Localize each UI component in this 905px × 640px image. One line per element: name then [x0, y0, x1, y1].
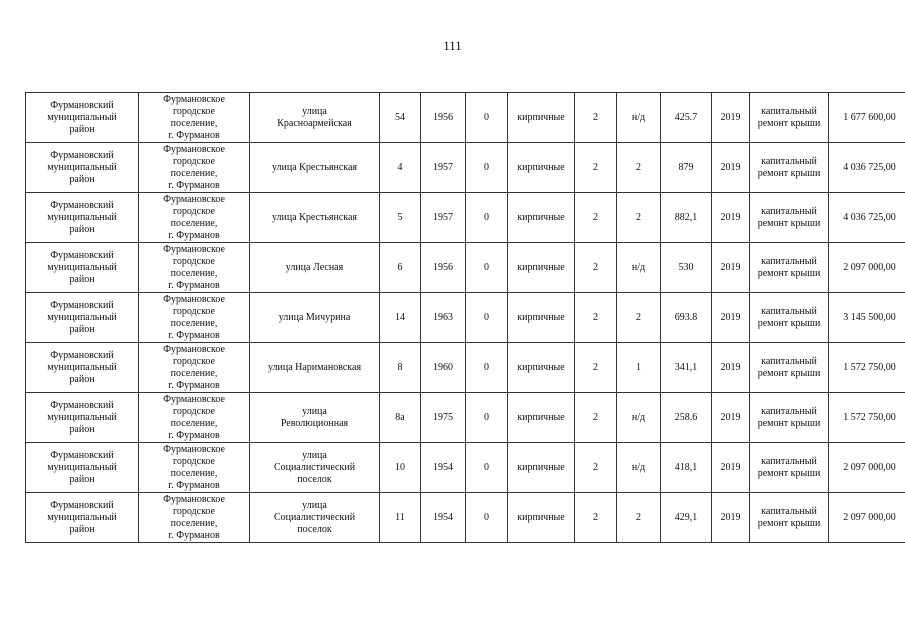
street-cell: улица Крестьянская	[250, 143, 380, 193]
street-cell: улица Революционная	[250, 393, 380, 443]
column-9-cell: 2	[617, 193, 661, 243]
plan-year-cell: 2019	[712, 493, 750, 543]
street-cell: улица Социалистический поселок	[250, 493, 380, 543]
cost-cell: 1 572 750,00	[829, 393, 905, 443]
house-number-cell: 5	[380, 193, 421, 243]
floors-cell: 2	[575, 193, 617, 243]
plan-year-cell: 2019	[712, 143, 750, 193]
table-body	[26, 93, 905, 543]
table-row	[26, 493, 905, 543]
column-6-cell: 0	[466, 393, 508, 443]
cost-cell: 2 097 000,00	[829, 243, 905, 293]
area-cell: 693.8	[661, 293, 712, 343]
house-number-cell: 8а	[380, 393, 421, 443]
column-6-cell: 0	[466, 243, 508, 293]
floors-cell: 2	[575, 143, 617, 193]
wall-material-cell: кирпичные	[508, 193, 575, 243]
wall-material-cell: кирпичные	[508, 143, 575, 193]
work-type-cell: капитальный ремонт крыши	[750, 493, 829, 543]
plan-year-cell: 2019	[712, 193, 750, 243]
district-cell: Фурмановский муниципальный район	[26, 443, 139, 493]
table-row	[26, 243, 905, 293]
table-row	[26, 193, 905, 243]
plan-year-cell: 2019	[712, 343, 750, 393]
column-6-cell: 0	[466, 493, 508, 543]
plan-year-cell: 2019	[712, 93, 750, 143]
settlement-cell: Фурмановское городское поселение, г. Фурманов	[139, 493, 250, 543]
column-9-cell: 2	[617, 293, 661, 343]
column-9-cell: н/д	[617, 93, 661, 143]
work-type-cell: капитальный ремонт крыши	[750, 243, 829, 293]
column-6-cell: 0	[466, 143, 508, 193]
column-6-cell: 0	[466, 193, 508, 243]
column-6-cell: 0	[466, 343, 508, 393]
column-6-cell: 0	[466, 443, 508, 493]
district-cell: Фурмановский муниципальный район	[26, 343, 139, 393]
district-cell: Фурмановский муниципальный район	[26, 93, 139, 143]
house-number-cell: 8	[380, 343, 421, 393]
house-number-cell: 4	[380, 143, 421, 193]
floors-cell: 2	[575, 343, 617, 393]
build-year-cell: 1956	[421, 243, 466, 293]
house-number-cell: 54	[380, 93, 421, 143]
district-cell: Фурмановский муниципальный район	[26, 293, 139, 343]
column-9-cell: 1	[617, 343, 661, 393]
column-9-cell: н/д	[617, 243, 661, 293]
wall-material-cell: кирпичные	[508, 393, 575, 443]
plan-year-cell: 2019	[712, 443, 750, 493]
area-cell: 879	[661, 143, 712, 193]
settlement-cell: Фурмановское городское поселение, г. Фурманов	[139, 343, 250, 393]
cost-cell: 2 097 000,00	[829, 443, 905, 493]
wall-material-cell: кирпичные	[508, 93, 575, 143]
work-type-cell: капитальный ремонт крыши	[750, 193, 829, 243]
floors-cell: 2	[575, 243, 617, 293]
house-number-cell: 10	[380, 443, 421, 493]
wall-material-cell: кирпичные	[508, 343, 575, 393]
area-cell: 258.6	[661, 393, 712, 443]
work-type-cell: капитальный ремонт крыши	[750, 293, 829, 343]
area-cell: 429,1	[661, 493, 712, 543]
wall-material-cell: кирпичные	[508, 243, 575, 293]
house-number-cell: 11	[380, 493, 421, 543]
column-9-cell: н/д	[617, 393, 661, 443]
floors-cell: 2	[575, 293, 617, 343]
cost-cell: 1 677 600,00	[829, 93, 905, 143]
wall-material-cell: кирпичные	[508, 293, 575, 343]
wall-material-cell: кирпичные	[508, 443, 575, 493]
settlement-cell: Фурмановское городское поселение, г. Фурманов	[139, 443, 250, 493]
work-type-cell: капитальный ремонт крыши	[750, 443, 829, 493]
wall-material-cell: кирпичные	[508, 493, 575, 543]
housing-repair-table	[25, 92, 905, 543]
build-year-cell: 1954	[421, 493, 466, 543]
cost-cell: 4 036 725,00	[829, 193, 905, 243]
floors-cell: 2	[575, 443, 617, 493]
street-cell: улица Лесная	[250, 243, 380, 293]
table-row	[26, 143, 905, 193]
cost-cell: 1 572 750,00	[829, 343, 905, 393]
settlement-cell: Фурмановское городское поселение, г. Фурманов	[139, 93, 250, 143]
build-year-cell: 1975	[421, 393, 466, 443]
settlement-cell: Фурмановское городское поселение, г. Фурманов	[139, 243, 250, 293]
plan-year-cell: 2019	[712, 393, 750, 443]
work-type-cell: капитальный ремонт крыши	[750, 343, 829, 393]
column-9-cell: 2	[617, 493, 661, 543]
page-number: 111	[443, 38, 462, 53]
column-9-cell: 2	[617, 143, 661, 193]
cost-cell: 3 145 500,00	[829, 293, 905, 343]
district-cell: Фурмановский муниципальный район	[26, 243, 139, 293]
street-cell: улица Крестьянская	[250, 193, 380, 243]
district-cell: Фурмановский муниципальный район	[26, 493, 139, 543]
plan-year-cell: 2019	[712, 243, 750, 293]
street-cell: улица Социалистический поселок	[250, 443, 380, 493]
cost-cell: 2 097 000,00	[829, 493, 905, 543]
build-year-cell: 1960	[421, 343, 466, 393]
house-number-cell: 14	[380, 293, 421, 343]
build-year-cell: 1957	[421, 193, 466, 243]
settlement-cell: Фурмановское городское поселение, г. Фурманов	[139, 293, 250, 343]
work-type-cell: капитальный ремонт крыши	[750, 93, 829, 143]
floors-cell: 2	[575, 493, 617, 543]
plan-year-cell: 2019	[712, 293, 750, 343]
table-row	[26, 393, 905, 443]
street-cell: улица Мичурина	[250, 293, 380, 343]
work-type-cell: капитальный ремонт крыши	[750, 393, 829, 443]
cost-cell: 4 036 725,00	[829, 143, 905, 193]
column-6-cell: 0	[466, 293, 508, 343]
floors-cell: 2	[575, 93, 617, 143]
table-row	[26, 293, 905, 343]
house-number-cell: 6	[380, 243, 421, 293]
column-9-cell: н/д	[617, 443, 661, 493]
floors-cell: 2	[575, 393, 617, 443]
area-cell: 530	[661, 243, 712, 293]
district-cell: Фурмановский муниципальный район	[26, 393, 139, 443]
column-6-cell: 0	[466, 93, 508, 143]
table-row	[26, 93, 905, 143]
street-cell: улица Красноармейская	[250, 93, 380, 143]
area-cell: 882,1	[661, 193, 712, 243]
area-cell: 418,1	[661, 443, 712, 493]
settlement-cell: Фурмановское городское поселение, г. Фурманов	[139, 193, 250, 243]
build-year-cell: 1963	[421, 293, 466, 343]
area-cell: 341,1	[661, 343, 712, 393]
table-row	[26, 443, 905, 493]
settlement-cell: Фурмановское городское поселение, г. Фурманов	[139, 143, 250, 193]
district-cell: Фурмановский муниципальный район	[26, 143, 139, 193]
district-cell: Фурмановский муниципальный район	[26, 193, 139, 243]
table-row	[26, 343, 905, 393]
work-type-cell: капитальный ремонт крыши	[750, 143, 829, 193]
build-year-cell: 1957	[421, 143, 466, 193]
area-cell: 425.7	[661, 93, 712, 143]
street-cell: улица Наримановская	[250, 343, 380, 393]
settlement-cell: Фурмановское городское поселение, г. Фурманов	[139, 393, 250, 443]
build-year-cell: 1954	[421, 443, 466, 493]
build-year-cell: 1956	[421, 93, 466, 143]
